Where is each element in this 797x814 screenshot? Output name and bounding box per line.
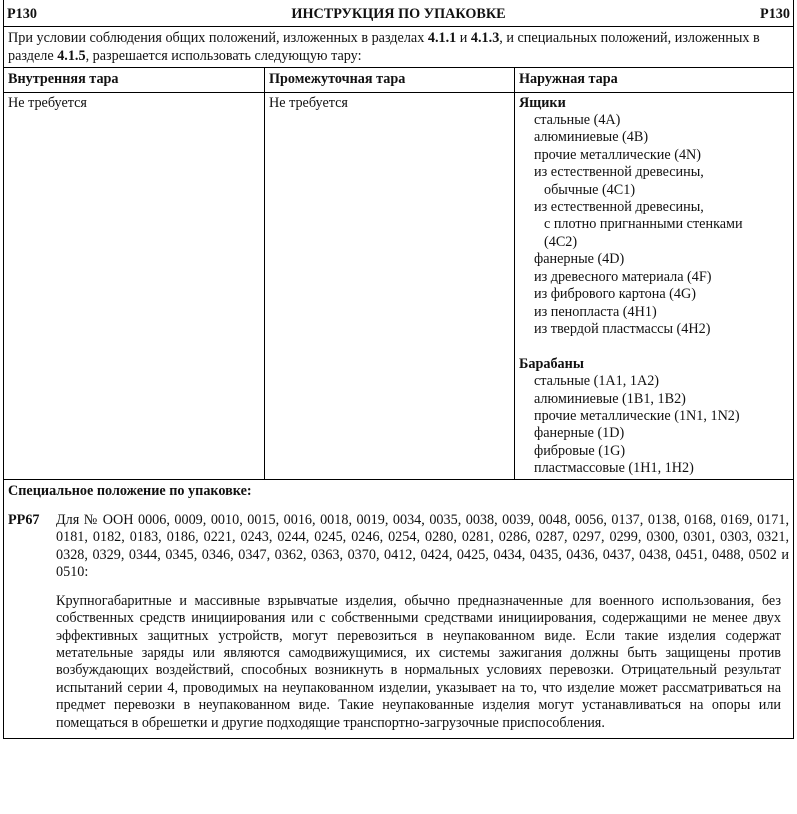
special-provision-text: Крупногабаритные и массивные взрывчатые изделия, обычно предназначенные для военного использования, без собственных средств инициирования или с собственными средствами инициирования, содержащими не менее двух эффективных защитных устройств, могут перевозиться в неупакованном виде. Если такие изделия содержат метательные заряды или являются самодвижущимися, их системы зажигания должны быть защищены против возбуждающих воздействий, способных возникнуть в нормальных условиях перевозки. Отрицательный результат испытаний серии 4, проводимых на неупакованном изделии, указывает на то, что изделие может рассматриваться на предмет перевозки в неупакованном виде. Такие неупакованные изделия могут устанавливаться на опоры или помещаться в обрешетки и другие подходящие транспортно-загрузочные приспособления.: [56, 592, 781, 731]
column-header-inner: Внутренняя тара: [4, 68, 265, 92]
intro-row: [4, 27, 794, 68]
box-type-item-continued: с плотно пригнанными стенками: [544, 216, 743, 233]
section-ref-4-1-5: 4.1.5: [57, 47, 86, 64]
box-type-item: из фибрового картона (4G): [534, 286, 696, 303]
packing-instruction-page: [3, 0, 793, 739]
drums-group-title: Барабаны: [519, 355, 584, 372]
drum-type-item: фибровые (1G): [534, 442, 626, 459]
un-number-list: Для № ООН 0006, 0009, 0010, 0015, 0016, 0018, 0019, 0034, 0035, 0038, 0039, 0048, 0056, 0137, 0138, 0168, 0169, 0171, 0181, 0182, 0183, 0186, 0221, 0243, 0244, 0245, 0246, 0254, 0280, 0281, 0286, 0287, 0297, 0299, 0300, 0301, 0303, 0321, 0328, 0329, 0344, 0345, 0346, 0347, 0362, 0363, 0370, 0412, 0424, 0425, 0434, 0435, 0436, 0437, 0438, 0451, 0488, 0502 и 0510:: [56, 512, 789, 581]
outer-packaging-list: [515, 92, 794, 479]
boxes-group-title: Ящики: [519, 94, 566, 111]
box-type-item: из древесного материала (4F): [534, 268, 712, 285]
box-type-item: из естественной древесины,: [534, 164, 704, 181]
special-provision-title: Специальное положение по упаковке:: [8, 482, 252, 499]
packing-instruction-table: [3, 0, 794, 739]
drum-type-item: алюминиевые (1B1, 1B2): [534, 390, 686, 407]
drum-type-item: стальные (1A1, 1A2): [534, 373, 660, 390]
inner-packaging-value: Не требуется: [4, 92, 265, 479]
box-type-item-continued: (4C2): [544, 233, 578, 250]
instruction-title: ИНСТРУКЦИЯ ПО УПАКОВКЕ: [291, 6, 506, 22]
instruction-header-row: [4, 0, 794, 27]
intermediate-packaging-value: Не требуется: [265, 92, 515, 479]
instruction-code-right: P130: [760, 6, 790, 22]
box-type-item: из естественной древесины,: [534, 199, 704, 216]
drum-type-item: прочие металлические (1N1, 1N2): [534, 408, 740, 425]
column-header-intermediate: Промежуточная тара: [265, 68, 515, 92]
special-provision-code: PP67: [8, 512, 40, 529]
box-type-item-continued: обычные (4C1): [544, 181, 636, 198]
special-provision-entry: [8, 512, 789, 582]
section-ref-4-1-3: 4.1.3: [470, 30, 500, 47]
section-ref-4-1-1: 4.1.1: [427, 30, 457, 47]
instruction-code-left: P130: [7, 6, 37, 22]
box-type-item: фанерные (4D): [534, 251, 625, 268]
intro-text: При условии соблюдения общих положений, изложенных в разделах 4.1.1 и 4.1.3, и специальных положений, изложенных в разделе 4.1.5, разрешается использовать следующую тару:: [4, 27, 794, 68]
packaging-body-row: [4, 92, 794, 479]
group-spacer: [519, 338, 789, 356]
box-type-item: из твердой пластмассы (4H2): [534, 320, 711, 337]
box-type-item: алюминиевые (4B): [534, 129, 649, 146]
column-header-row: [4, 68, 794, 92]
drum-type-item: фанерные (1D): [534, 425, 625, 442]
drum-type-item: пластмассовые (1H1, 1H2): [534, 460, 694, 477]
special-provision-row: [4, 479, 794, 738]
box-type-item: стальные (4A): [534, 112, 621, 129]
box-type-item: из пенопласта (4H1): [534, 303, 657, 320]
box-type-item: прочие металлические (4N): [534, 146, 702, 163]
column-header-outer: Наружная тара: [515, 68, 794, 92]
